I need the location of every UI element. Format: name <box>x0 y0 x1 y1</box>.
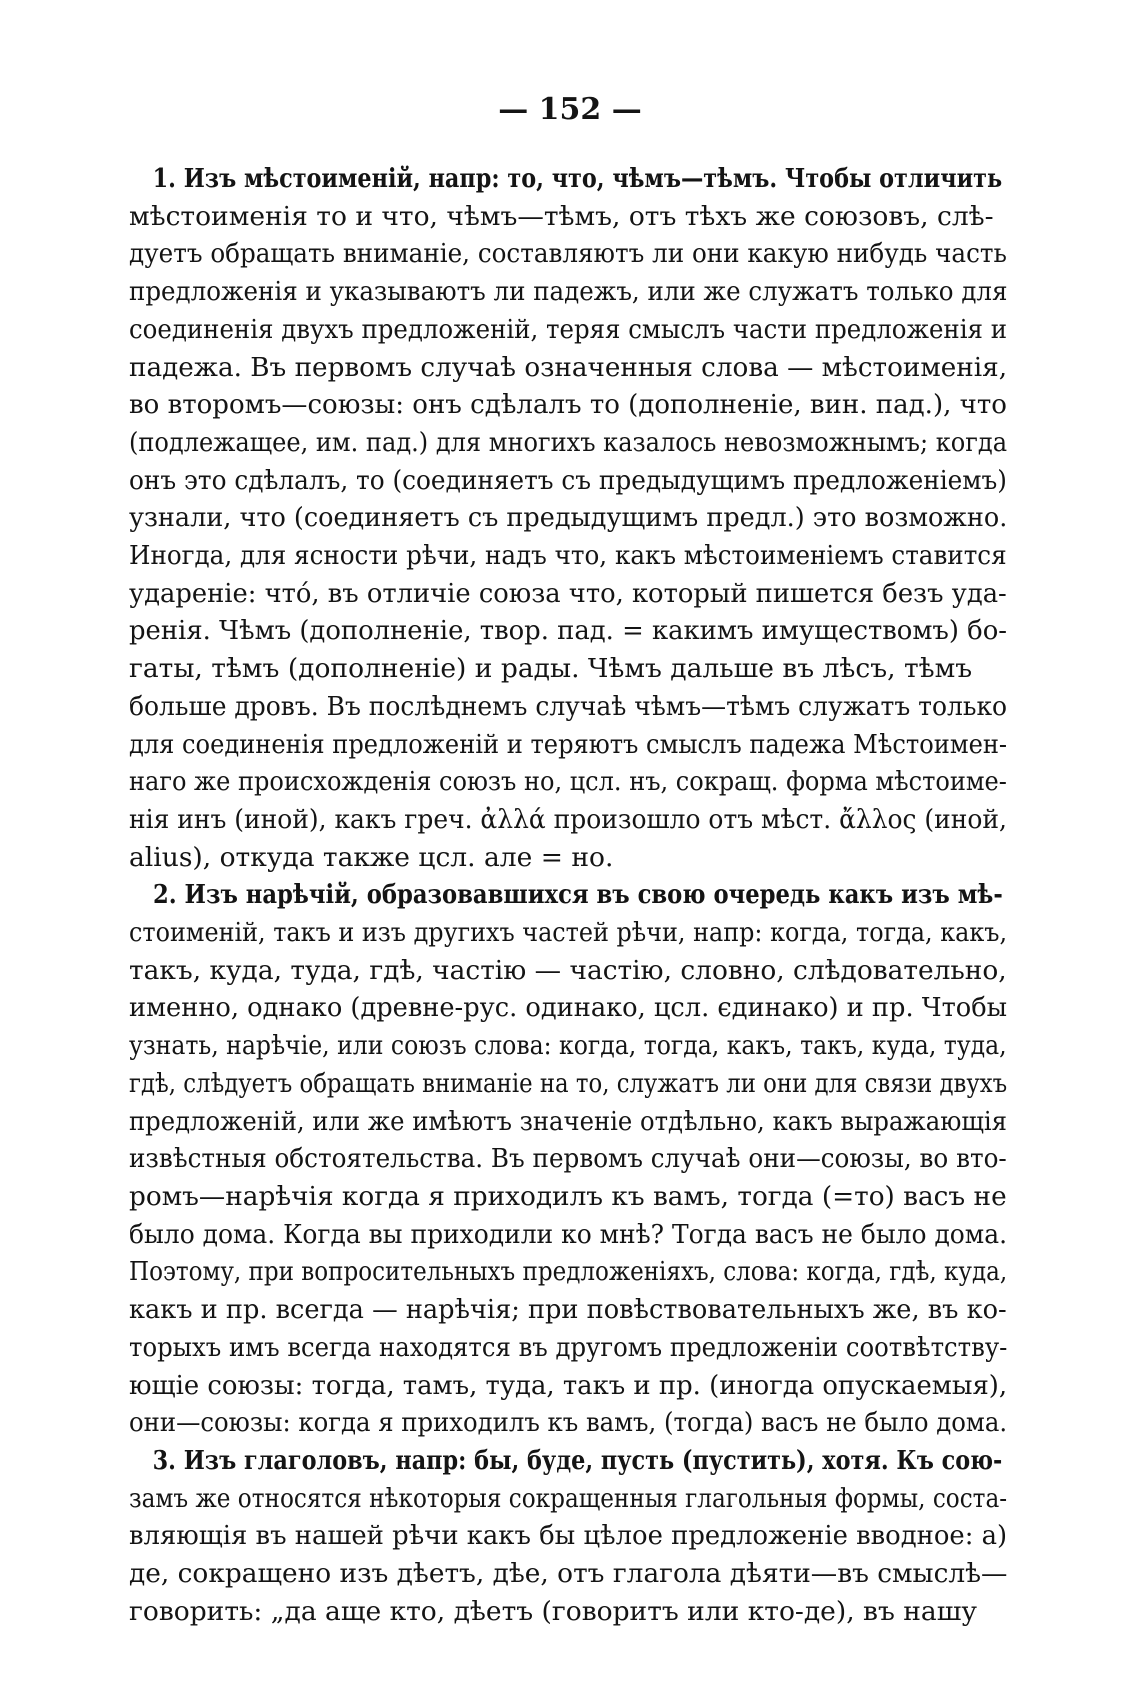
text-line: какъ и пр. всегда — нарѣчія; при повѣствовательныхъ же, въ ко- <box>129 1294 1007 1326</box>
text-line: узнать, нарѣчіе, или союзъ слова: когда, тогда, какъ, такъ, куда, туда, <box>129 1030 1007 1062</box>
text-line: (подлежащее, им. пад.) для многихъ казалось невозможнымъ; когда <box>129 426 1008 458</box>
text-line: падежа. Въ первомъ случаѣ означенныя слова — мѣстоименія, <box>129 351 1008 383</box>
text-line: Иногда, для ясности рѣчи, надъ что, какъ мѣстоименіемъ ставится <box>129 540 1007 572</box>
text-line: было дома. Когда вы приходили ко мнѣ? Тогда васъ не было дома. <box>129 1218 1008 1250</box>
text-line: гдѣ, слѣдуетъ обращать вниманіе на то, служатъ ли они для связи двухъ <box>129 1067 1008 1099</box>
text-line: извѣстныя обстоятельства. Въ первомъ случаѣ они—союзы, во вто- <box>129 1143 1007 1175</box>
page-number: — 152 — <box>498 92 642 127</box>
text-line: наго же происхожденія союзъ но, цсл. нъ, сокращ. форма мѣстоиме- <box>129 766 1007 798</box>
text-line: для соединенія предложеній и теряютъ смыслъ падежа Мѣстоимен- <box>129 728 1008 760</box>
text-line: именно, однако (древне-рус. одинако, цсл. єдинако) и пр. Чтобы <box>129 992 1008 1024</box>
text-line: соединенія двухъ предложеній, теряя смыслъ части предложенія и <box>129 313 1007 345</box>
text-line: 1. Изъ мѣстоименій, напр: то, что, чѣмъ—тѣмъ. Чтобы отличить <box>152 163 1003 194</box>
text-line: предложенія и указываютъ ли падежъ, или же служатъ только для <box>129 276 1008 308</box>
text-line: де, сокращено изъ дѣетъ, дѣе, отъ глагола дѣяти—въ смыслѣ— <box>129 1558 1008 1590</box>
text-line: ромъ—нарѣчія когда я приходилъ къ вамъ, тогда (=то) васъ не <box>129 1180 1007 1212</box>
text-line: торыхъ имъ всегда находятся въ другомъ предложеніи соотвѣтству- <box>129 1331 1008 1363</box>
text-line: мѣстоименія то и что, чѣмъ—тѣмъ, отъ тѣхъ же союзовъ, слѣ- <box>129 200 994 232</box>
text-line: во второмъ—союзы: онъ сдѣлалъ то (дополненіе, вин. пад.), что <box>129 389 1007 421</box>
text-line: узнали, что (соединяетъ съ предыдущимъ предл.) это возможно. <box>129 502 1008 534</box>
body-text <box>129 160 1007 1630</box>
text-line: 2. Изъ нарѣчій, образовавшихся въ свою очередь какъ изъ мѣ- <box>152 879 1003 911</box>
text-line: ющіе союзы: тогда, тамъ, туда, такъ и пр. (иногда опускаемыя), <box>129 1369 1008 1401</box>
text-line: Поэтому, при вопросительныхъ предложеніяхъ, слова: когда, гдѣ, куда, <box>129 1256 1008 1288</box>
text-line: ренія. Чѣмъ (дополненіе, твор. пад. = какимъ имуществомъ) бо- <box>129 615 1008 647</box>
text-line: нія инъ (иной), какъ греч. ἀλλά произошло отъ мѣст. ἄλλος (иной, <box>129 803 1007 835</box>
text-line: больше дровъ. Въ послѣднемъ случаѣ чѣмъ—тѣмъ служатъ только <box>129 690 1008 722</box>
text-line: онъ это сдѣлалъ, то (соединяетъ съ предыдущимъ предложеніемъ) <box>129 464 1007 496</box>
text-line: говорить: „да аще кто, дѣетъ (говоритъ или кто-де), въ нашу <box>129 1595 977 1627</box>
text-line: удареніе: что́, въ отличіе союза что, который пишется безъ уда- <box>129 577 1007 609</box>
text-line: дуетъ обращать вниманіе, составляютъ ли они какую нибудь часть <box>129 238 1007 270</box>
text-line: 3. Изъ глаголовъ, напр: бы, буде, пусть (пустить), хотя. Къ сою- <box>152 1444 1003 1476</box>
text-line: стоименій, такъ и изъ другихъ частей рѣчи, напр: когда, тогда, какъ, <box>129 917 1008 949</box>
text-line: такъ, куда, туда, гдѣ, частію — частію, словно, слѣдовательно, <box>129 954 1007 986</box>
text-line: замъ же относятся нѣкоторыя сокращенныя глагольныя формы, соста- <box>129 1482 1008 1514</box>
text-line: вляющія въ нашей рѣчи какъ бы цѣлое предложеніе вводное: а) <box>129 1520 1008 1552</box>
text-line: гаты, тѣмъ (дополненіе) и рады. Чѣмъ дальше въ лѣсъ, тѣмъ <box>129 653 973 685</box>
text-line: предложеній, или же имѣютъ значеніе отдѣльно, какъ выражающія <box>129 1105 1008 1137</box>
text-line: alius), откуда также цсл. але = но. <box>129 841 614 873</box>
text-line: они—союзы: когда я приходилъ къ вамъ, (тогда) васъ не было дома. <box>129 1407 1008 1439</box>
